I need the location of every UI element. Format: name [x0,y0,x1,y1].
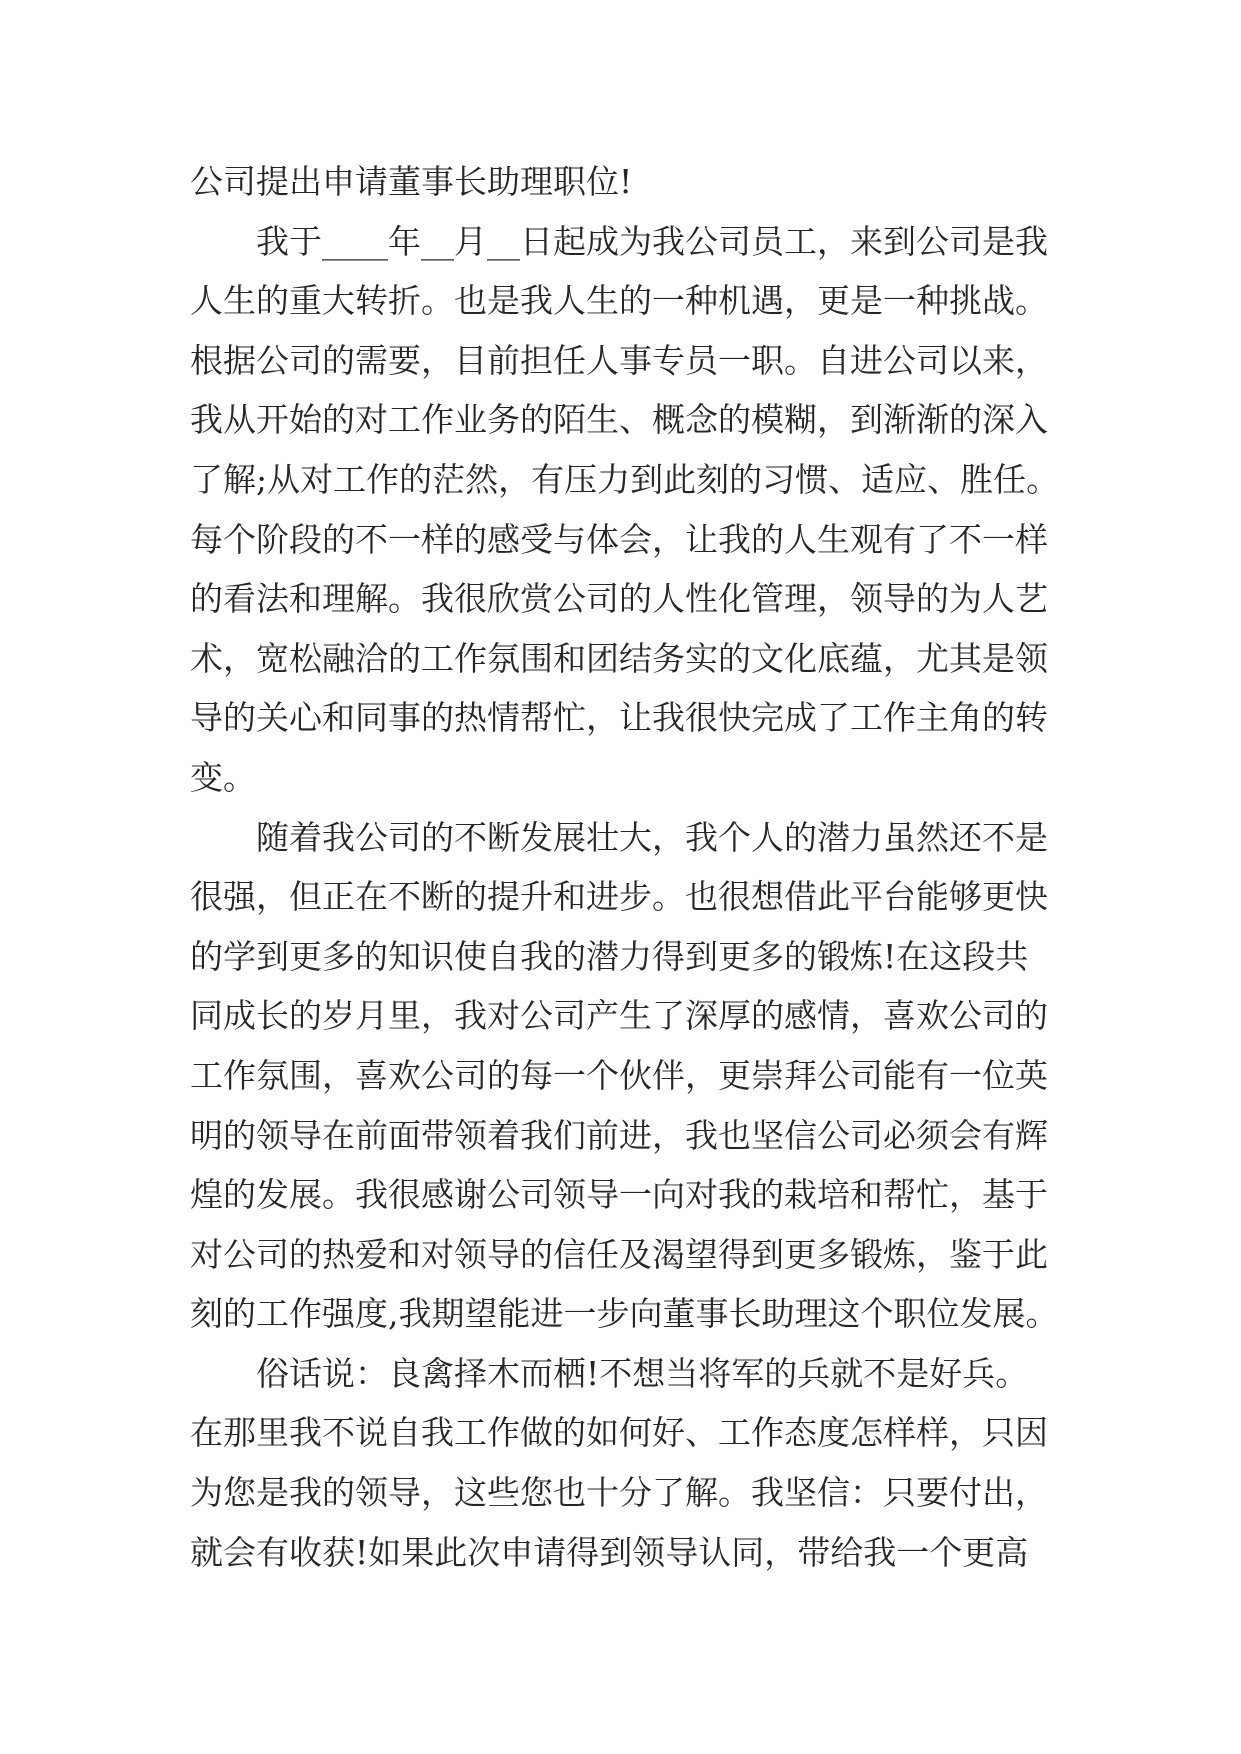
text-line: 就会有收获!如果此次申请得到领导认同，带给我一个更高 [190,1532,1029,1572]
text-line: 我从开始的对工作业务的陌生、概念的模糊，到渐渐的深入 [190,400,1048,440]
text-line: 很强，但正在不断的提升和进步。也很想借此平台能够更快 [190,877,1048,917]
text-line: 的看法和理解。我很欣赏公司的人性化管理，领导的为人艺 [190,579,1048,619]
text-line: 的学到更多的知识使自我的潜力得到更多的锻炼!在这段共 [190,936,1029,976]
text-line: 导的关心和同事的热情帮忙，让我很快完成了工作主角的转 [190,698,1048,738]
text-line: 根据公司的需要，目前担任人事专员一职。自进公司以来， [190,340,1048,380]
text-line: 变。 [190,757,256,797]
text-line: 在那里我不说自我工作做的如何好、工作态度怎样样，只因 [190,1413,1048,1453]
document-body [190,152,1070,1582]
text-line: 工作氛围，喜欢公司的每一个伙伴，更崇拜公司能有一位英 [190,1055,1048,1095]
text-line: 为您是我的领导，这些您也十分了解。我坚信：只要付出， [190,1473,1048,1513]
paragraph-first-line: 随着我公司的不断发展壮大，我个人的潜力虽然还不是 [256,817,1048,857]
text-line: 对公司的热爱和对领导的信任及渴望得到更多锻炼，鉴于此 [190,1234,1048,1274]
text-line: 每个阶段的不一样的感受与体会，让我的人生观有了不一样 [190,519,1048,559]
text-line: 公司提出申请董事长助理职位! [190,162,633,201]
paragraph-first-line: 俗话说：良禽择木而栖!不想当将军的兵就不是好兵。 [256,1353,1029,1393]
paragraph-first-line: 我于____年__月__日起成为我公司员工，来到公司是我 [256,221,1048,261]
text-line: 煌的发展。我很感谢公司领导一向对我的栽培和帮忙，基于 [190,1175,1048,1215]
text-line: 刻的工作强度,我期望能进一步向董事长助理这个职位发展。 [190,1294,1059,1334]
text-line: 术，宽松融洽的工作氛围和团结务实的文化底蕴，尤其是领 [190,638,1048,678]
text-line: 同成长的岁月里，我对公司产生了深厚的感情，喜欢公司的 [190,996,1048,1036]
text-line: 了解;从对工作的茫然，有压力到此刻的习惯、适应、胜任。 [190,459,1060,499]
text-line: 人生的重大转折。也是我人生的一种机遇，更是一种挑战。 [190,281,1048,321]
text-line: 明的领导在前面带领着我们前进，我也坚信公司必须会有辉 [190,1115,1048,1155]
